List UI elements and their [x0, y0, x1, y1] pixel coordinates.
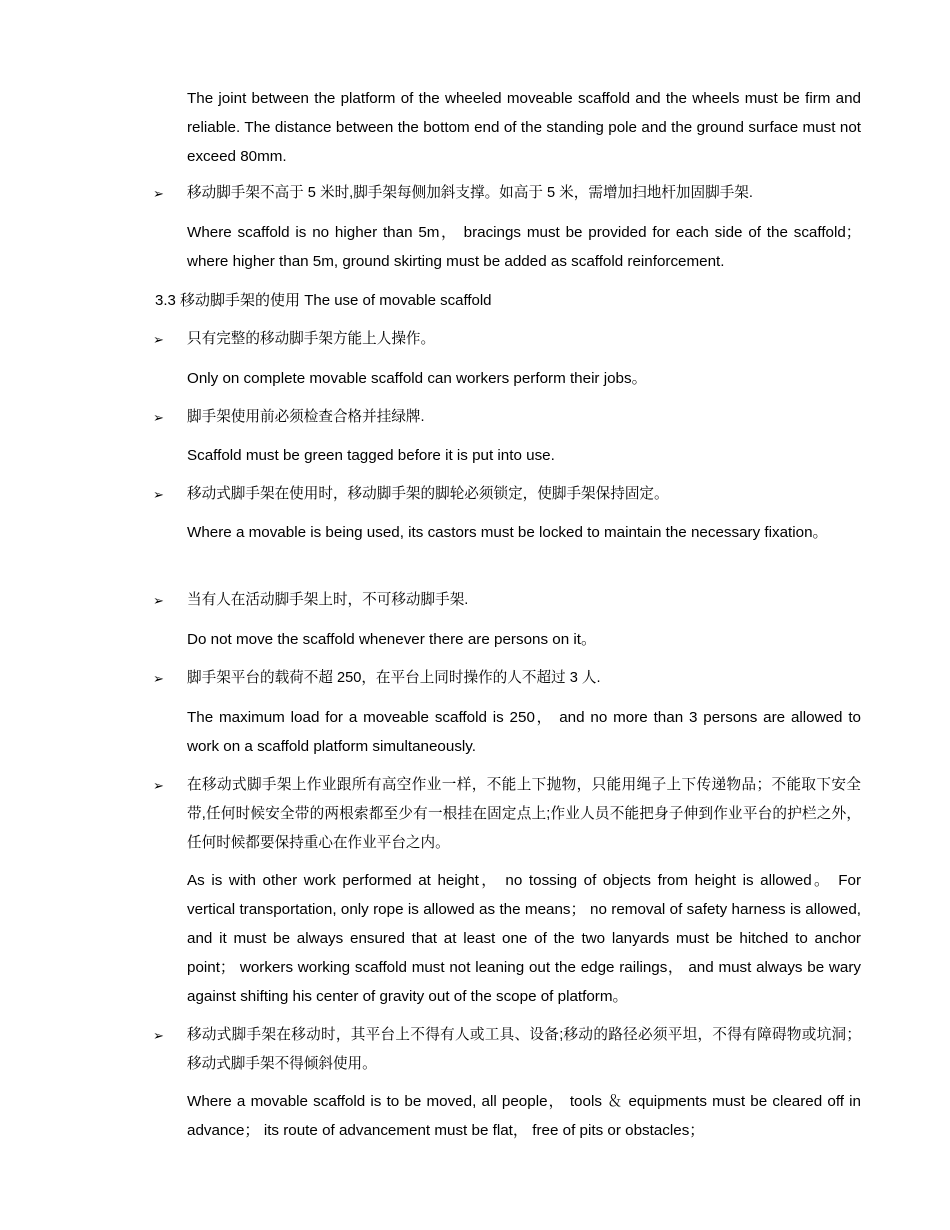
paragraph-en-green-tag: Scaffold must be green tagged before it is put into use. [187, 447, 555, 464]
bullet-cn-complete-scaffold: 只有完整的移动脚手架方能上人操作。 [187, 331, 436, 347]
bullet-cn-work-at-height: 在移动式脚手架上作业跟所有高空作业一样，不能上下抛物，只能用绳子上下传递物品；不能取下安全带,任何时候安全带的两根索都至少有一根挂在固定点上;作业人员不能把身子伸到作业平台的护栏之外，任何时候都要保持重心在作业平台之内。 [187, 777, 861, 851]
bullet-arrow-icon: ➢ [153, 778, 164, 793]
bullet-arrow-icon: ➢ [153, 332, 164, 347]
paragraph-en-complete-scaffold: Only on complete movable scaffold can workers perform their jobs。 [187, 370, 647, 387]
section-heading: 3.3 移动脚手架的使用 The use of movable scaffold [155, 292, 492, 309]
paragraph-en-moving-scaffold: Where a movable scaffold is to be moved, all people， tools ＆ equipments must be cleared off in advance； its route of advancement must be flat， free of pits or obstacles； [187, 1093, 861, 1139]
paragraph-en-max-load: The maximum load for a moveable scaffold is 250， and no more than 3 persons are allowed to work on a scaffold platform simultaneously. [187, 709, 861, 755]
bullet-arrow-icon: ➢ [153, 186, 164, 201]
paragraph-en-height-bracing: Where scaffold is no higher than 5m， bracings must be provided for each side of the scaffold； where higher than 5m, ground skirting must be added as scaffold reinforcement. [187, 224, 861, 270]
bullet-cn-green-tag: 脚手架使用前必须检查合格并挂绿牌. [187, 409, 425, 425]
bullet-cn-castors-locked: 移动式脚手架在使用时，移动脚手架的脚轮必须锁定，使脚手架保持固定。 [187, 486, 669, 502]
bullet-arrow-icon: ➢ [153, 593, 164, 608]
bullet-arrow-icon: ➢ [153, 671, 164, 686]
bullet-arrow-icon: ➢ [153, 487, 164, 502]
paragraph-en-work-at-height: As is with other work performed at height， no tossing of objects from height is allowed。 For vertical transportation, only rope is allowed as the means； no removal of safety harness is allowed, and it must be always ensured that at least one of the two lanyards must be hitched to anchor point； workers working scaffold must not leaning out the edge railings， and must always be wary against shifting his center of gravity out of the scope of platform。 [187, 872, 861, 1005]
paragraph-en-no-move-with-persons: Do not move the scaffold whenever there are persons on it。 [187, 631, 597, 648]
bullet-arrow-icon: ➢ [153, 410, 164, 425]
paragraph-en-castors-locked: Where a movable is being used, its castors must be locked to maintain the necessary fixation。 [187, 524, 828, 541]
bullet-cn-moving-scaffold: 移动式脚手架在移动时，其平台上不得有人或工具、设备;移动的路径必须平坦，不得有障碍物或坑洞；移动式脚手架不得倾斜使用。 [187, 1027, 861, 1072]
paragraph-wheel-joint: The joint between the platform of the wheeled moveable scaffold and the wheels must be firm and reliable. The distance between the bottom end of the standing pole and the ground surface must not exceed 80mm. [187, 90, 861, 165]
bullet-cn-height-bracing: 移动脚手架不高于 5 米时,脚手架每侧加斜支撑。如高于 5 米，需增加扫地杆加固脚手架. [187, 185, 753, 201]
bullet-cn-no-move-with-persons: 当有人在活动脚手架上时，不可移动脚手架. [187, 592, 469, 608]
bullet-cn-max-load: 脚手架平台的载荷不超 250，在平台上同时操作的人不超过 3 人. [187, 670, 601, 686]
bullet-arrow-icon: ➢ [153, 1028, 164, 1043]
